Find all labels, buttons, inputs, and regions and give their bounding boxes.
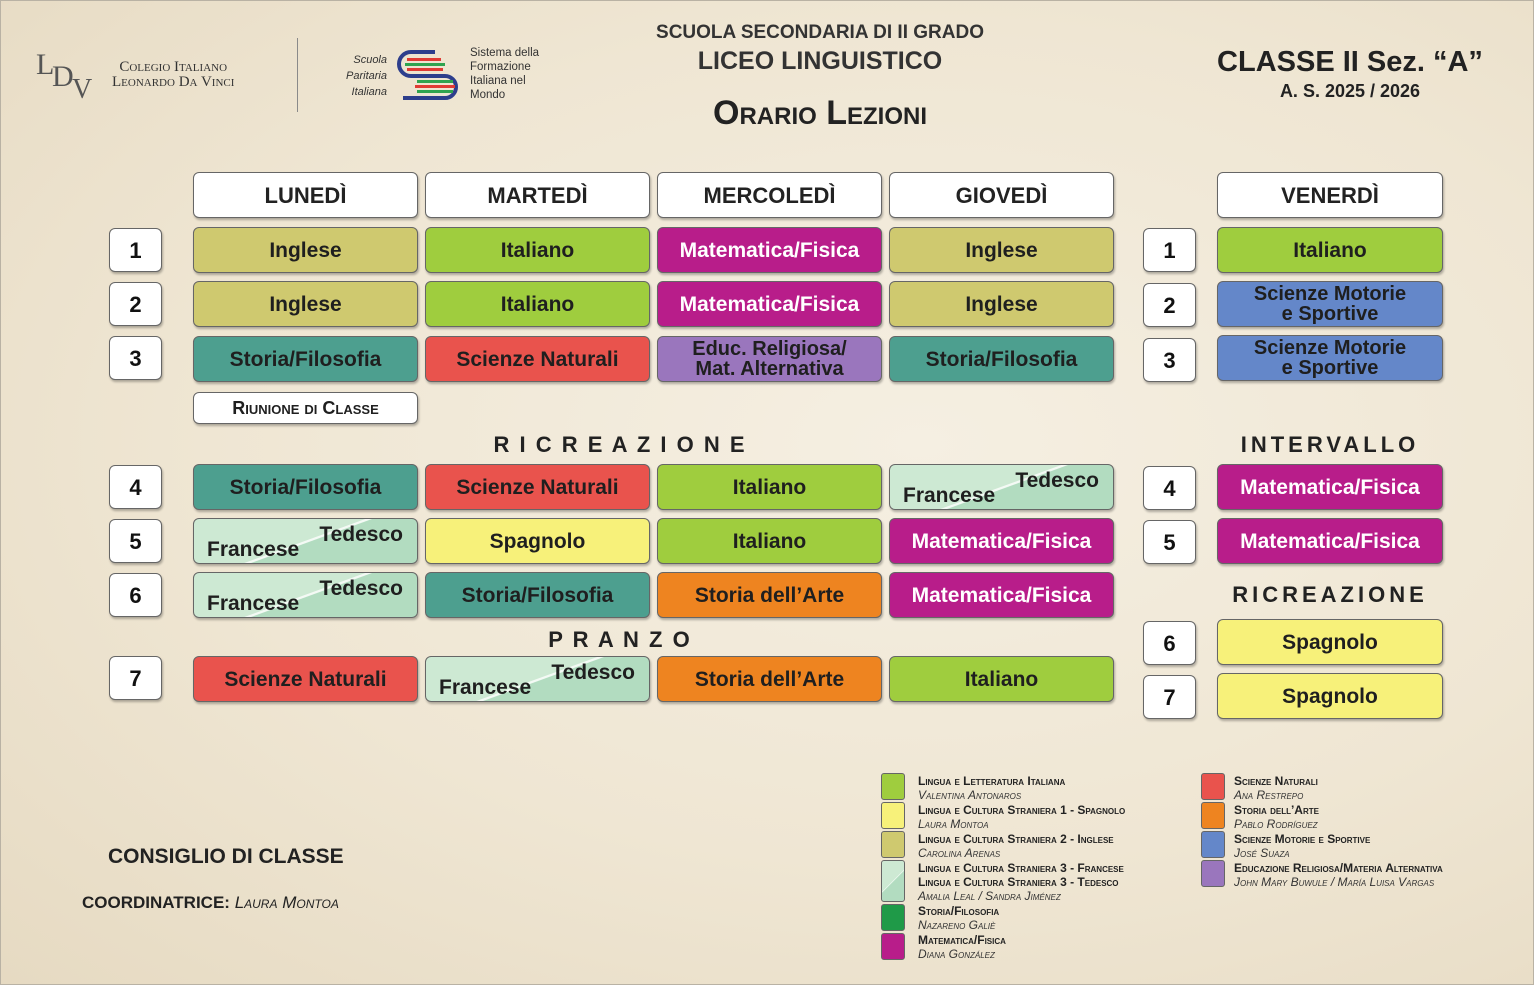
intervallo-label: INTERVALLO bbox=[1240, 432, 1420, 457]
lesson-giovedi-6 bbox=[889, 572, 1114, 618]
lesson-label: Italiano bbox=[500, 238, 575, 262]
legend-swatch-storia-arte bbox=[1201, 802, 1225, 829]
legend-teacher: José Suaza bbox=[1234, 846, 1290, 860]
hour-number-friday: 4 bbox=[1143, 466, 1196, 510]
legend-title: Lingua e Cultura Straniera 1 - Spagnolo bbox=[918, 803, 1126, 817]
lesson-label: Italiano bbox=[732, 475, 807, 499]
colegio-line-2: Leonardo Da Vinci bbox=[112, 74, 235, 90]
hour-number-friday: 5 bbox=[1143, 520, 1196, 564]
logo-letter-l: L bbox=[36, 48, 55, 81]
sp-line-3: Italiana bbox=[351, 86, 387, 98]
lesson-mercoledi-4 bbox=[657, 464, 882, 510]
lesson-label: Matematica/Fisica bbox=[1240, 475, 1420, 499]
hour-number-friday: 3 bbox=[1143, 338, 1196, 382]
lesson-label-tedesco: Tedesco bbox=[1015, 469, 1099, 492]
lesson-label: Spagnolo bbox=[1282, 684, 1378, 708]
sfiim-logo-icon bbox=[395, 47, 465, 101]
lesson-label: Scienze Naturali bbox=[224, 667, 387, 691]
legend-teacher: Ana Restrepo bbox=[1234, 788, 1304, 802]
lesson-label-line-1: Educ. Religiosa/ bbox=[692, 338, 847, 360]
lesson-label: Scienze Naturali bbox=[456, 347, 619, 371]
lesson-venerdi-4 bbox=[1217, 464, 1443, 510]
lesson-label: Storia/Filosofia bbox=[461, 583, 614, 607]
lesson-giovedi-7 bbox=[889, 656, 1114, 702]
lesson-martedi-1 bbox=[425, 227, 650, 273]
lesson-martedi-2 bbox=[425, 281, 650, 327]
lesson-martedi-4 bbox=[425, 464, 650, 510]
legend-title: Educazione Religiosa/Materia Alternativa bbox=[1234, 861, 1443, 875]
legend-teacher: John Mary Buwule / María Luisa Vargas bbox=[1234, 875, 1435, 889]
lesson-label: Matematica/Fisica bbox=[1240, 529, 1420, 553]
coordinatrice-label: COORDINATRICE: bbox=[82, 893, 230, 912]
lesson-lunedi-6 bbox=[193, 572, 418, 618]
legend-title: Lingua e Letteratura Italiana bbox=[918, 774, 1066, 788]
lesson-venerdi-6 bbox=[1217, 619, 1443, 665]
lesson-label: Matematica/Fisica bbox=[911, 529, 1092, 553]
lesson-martedi-3 bbox=[425, 336, 650, 382]
lesson-label: Italiano bbox=[1293, 238, 1367, 262]
sfiim-line-2: Formazione bbox=[470, 61, 531, 73]
hour-number-friday: 1 bbox=[1143, 228, 1196, 272]
legend-title-2: Lingua e Cultura Straniera 3 - Tedesco bbox=[918, 875, 1119, 889]
lesson-label: Italiano bbox=[500, 292, 575, 316]
lesson-venerdi-3 bbox=[1217, 335, 1443, 381]
lesson-giovedi-3 bbox=[889, 336, 1114, 382]
legend-title: Scienze Naturali bbox=[1234, 774, 1318, 788]
sfiim-line-4: Mondo bbox=[470, 89, 506, 101]
consiglio-di-classe-heading: CONSIGLIO DI CLASSE bbox=[108, 845, 344, 868]
legend-title: Scienze Motorie e Sportive bbox=[1234, 832, 1371, 846]
coordinatrice-line bbox=[82, 893, 339, 913]
hour-number: 3 bbox=[109, 336, 162, 380]
logo-letter-v: V bbox=[72, 74, 93, 105]
hour-number: 5 bbox=[109, 519, 162, 563]
hour-number: 6 bbox=[109, 573, 162, 617]
lesson-mercoledi-1 bbox=[657, 227, 882, 273]
lesson-giovedi-2 bbox=[889, 281, 1114, 327]
lesson-mercoledi-2 bbox=[657, 281, 882, 327]
hour-number: 1 bbox=[109, 228, 162, 272]
lesson-label-line-2: e Sportive bbox=[1281, 303, 1379, 325]
legend-swatch-italiano bbox=[881, 773, 905, 800]
legend-swatch-storia-filosofia bbox=[881, 904, 905, 931]
legend-title: Lingua e Cultura Straniera 2 - Inglese bbox=[918, 832, 1114, 846]
lesson-venerdi-1 bbox=[1217, 227, 1443, 273]
day-header-venerdi: VENERDÌ bbox=[1217, 172, 1443, 218]
hour-number-friday: 2 bbox=[1143, 283, 1196, 327]
lesson-label-line-2: Mat. Alternativa bbox=[695, 358, 844, 380]
legend-title: Lingua e Cultura Straniera 3 - Francese bbox=[918, 861, 1124, 875]
lesson-lunedi-3 bbox=[193, 336, 418, 382]
lesson-mercoledi-5 bbox=[657, 518, 882, 564]
lesson-label: Matematica/Fisica bbox=[679, 292, 860, 316]
lesson-label: Scienze Naturali bbox=[456, 475, 619, 499]
ldv-logo bbox=[36, 48, 98, 105]
lesson-giovedi-1 bbox=[889, 227, 1114, 273]
coordinatrice-name: Laura Montoa bbox=[234, 893, 339, 912]
lesson-label: Storia dell’Arte bbox=[694, 583, 845, 607]
lesson-label-francese: Francese bbox=[207, 538, 300, 561]
lesson-label-francese: Francese bbox=[439, 676, 532, 699]
colegio-name bbox=[112, 60, 234, 90]
lesson-lunedi-4 bbox=[193, 464, 418, 510]
lesson-label: Spagnolo bbox=[489, 529, 586, 553]
lesson-label: Inglese bbox=[965, 238, 1038, 262]
legend-teacher: Nazareno Galiè bbox=[918, 918, 996, 932]
hour-number: 2 bbox=[109, 282, 162, 326]
sfiim-line-1: Sistema della bbox=[470, 47, 540, 59]
lesson-label: Inglese bbox=[269, 292, 342, 316]
ricreazione-label: R I C R E A Z I O N E bbox=[493, 432, 747, 457]
lesson-label: Spagnolo bbox=[1282, 630, 1378, 654]
page-title: Orario Lezioni bbox=[713, 94, 927, 132]
legend-teacher: Amalia Leal / Sandra Jiménez bbox=[918, 889, 1061, 903]
legend-title: Storia/Filosofia bbox=[918, 904, 1000, 918]
legend-teacher: Carolina Arenas bbox=[918, 846, 1001, 860]
legend-teacher: Laura Montoa bbox=[918, 817, 989, 831]
lesson-lunedi-2 bbox=[193, 281, 418, 327]
lesson-label-tedesco: Tedesco bbox=[319, 523, 403, 546]
hour-number: 7 bbox=[109, 656, 162, 700]
lesson-label-francese: Francese bbox=[903, 484, 996, 507]
legend-swatch-scienze-motorie bbox=[1201, 831, 1225, 858]
legend-swatch-scienze-naturali bbox=[1201, 773, 1225, 800]
lesson-label: Italiano bbox=[964, 667, 1039, 691]
day-header-lunedi: LUNEDÌ bbox=[193, 172, 418, 218]
lesson-label: Inglese bbox=[269, 238, 342, 262]
sfiim-line-3: Italiana nel bbox=[470, 75, 526, 87]
legend-teacher: Valentina Antonaros bbox=[918, 788, 1022, 802]
lesson-giovedi-4 bbox=[889, 464, 1114, 510]
day-header-mercoledi: MERCOLEDÌ bbox=[657, 172, 882, 218]
legend-teacher: Pablo Rodríguez bbox=[1234, 817, 1318, 831]
lesson-martedi-5 bbox=[425, 518, 650, 564]
day-header-giovedi: GIOVEDÌ bbox=[889, 172, 1114, 218]
legend-title: Storia dell’Arte bbox=[1234, 803, 1319, 817]
lesson-label-tedesco: Tedesco bbox=[319, 577, 403, 600]
legend-teacher: Diana González bbox=[918, 947, 995, 961]
lesson-martedi-7 bbox=[425, 656, 650, 702]
lesson-label: Inglese bbox=[965, 292, 1038, 316]
class-title: CLASSE II Sez. “A” bbox=[1217, 46, 1483, 78]
ricreazione-friday-label: RICREAZIONE bbox=[1232, 582, 1428, 607]
lesson-mercoledi-3 bbox=[657, 336, 882, 382]
lesson-martedi-6 bbox=[425, 572, 650, 618]
sfiim-text bbox=[470, 46, 539, 102]
day-header-martedi: MARTEDÌ bbox=[425, 172, 650, 218]
lesson-venerdi-5 bbox=[1217, 518, 1443, 564]
lesson-label: Matematica/Fisica bbox=[679, 238, 860, 262]
riunione-di-classe: Riunione di Classe bbox=[193, 392, 418, 424]
legend-swatch-lingue-3 bbox=[881, 860, 905, 902]
colegio-line-1: Colegio Italiano bbox=[119, 59, 228, 75]
lesson-label-line-1: Scienze Motorie bbox=[1253, 283, 1407, 305]
logo-letter-d: D bbox=[52, 60, 74, 93]
legend-swatch-matematica bbox=[881, 933, 905, 960]
sp-line-2: Paritaria bbox=[346, 70, 387, 82]
school-year: A. S. 2025 / 2026 bbox=[1279, 81, 1421, 101]
lesson-label: Italiano bbox=[732, 529, 807, 553]
lesson-mercoledi-6 bbox=[657, 572, 882, 618]
legend-swatch-spagnolo bbox=[881, 802, 905, 829]
lesson-venerdi-2 bbox=[1217, 281, 1443, 327]
lesson-venerdi-7 bbox=[1217, 673, 1443, 719]
hour-number: 4 bbox=[109, 465, 162, 509]
lesson-label: Storia/Filosofia bbox=[925, 347, 1078, 371]
lesson-label: Storia dell’Arte bbox=[694, 667, 845, 691]
lesson-label-francese: Francese bbox=[207, 592, 300, 615]
lesson-label: Storia/Filosofia bbox=[229, 475, 382, 499]
lesson-lunedi-7 bbox=[193, 656, 418, 702]
liceo-title: LICEO LINGUISTICO bbox=[697, 47, 943, 75]
lesson-lunedi-1 bbox=[193, 227, 418, 273]
school-level-title: SCUOLA SECONDARIA DI II GRADO bbox=[656, 22, 984, 43]
pranzo-label: P R A N Z O bbox=[548, 627, 692, 652]
logo-divider bbox=[297, 38, 298, 112]
legend-swatch-inglese bbox=[881, 831, 905, 858]
lesson-label-tedesco: Tedesco bbox=[551, 661, 635, 684]
lesson-label: Storia/Filosofia bbox=[229, 347, 382, 371]
lesson-label-line-1: Scienze Motorie bbox=[1253, 337, 1407, 359]
lesson-giovedi-5 bbox=[889, 518, 1114, 564]
lesson-lunedi-5 bbox=[193, 518, 418, 564]
legend-swatch-religione bbox=[1201, 860, 1225, 887]
lesson-label-line-2: e Sportive bbox=[1281, 357, 1379, 379]
scuola-paritaria-text bbox=[345, 52, 387, 100]
legend-title: Matematica/Fisica bbox=[918, 933, 1006, 947]
hour-number-friday: 6 bbox=[1143, 621, 1196, 665]
lesson-label: Matematica/Fisica bbox=[911, 583, 1092, 607]
lesson-mercoledi-7 bbox=[657, 656, 882, 702]
sp-line-1: Scuola bbox=[353, 54, 387, 66]
hour-number-friday: 7 bbox=[1143, 675, 1196, 719]
